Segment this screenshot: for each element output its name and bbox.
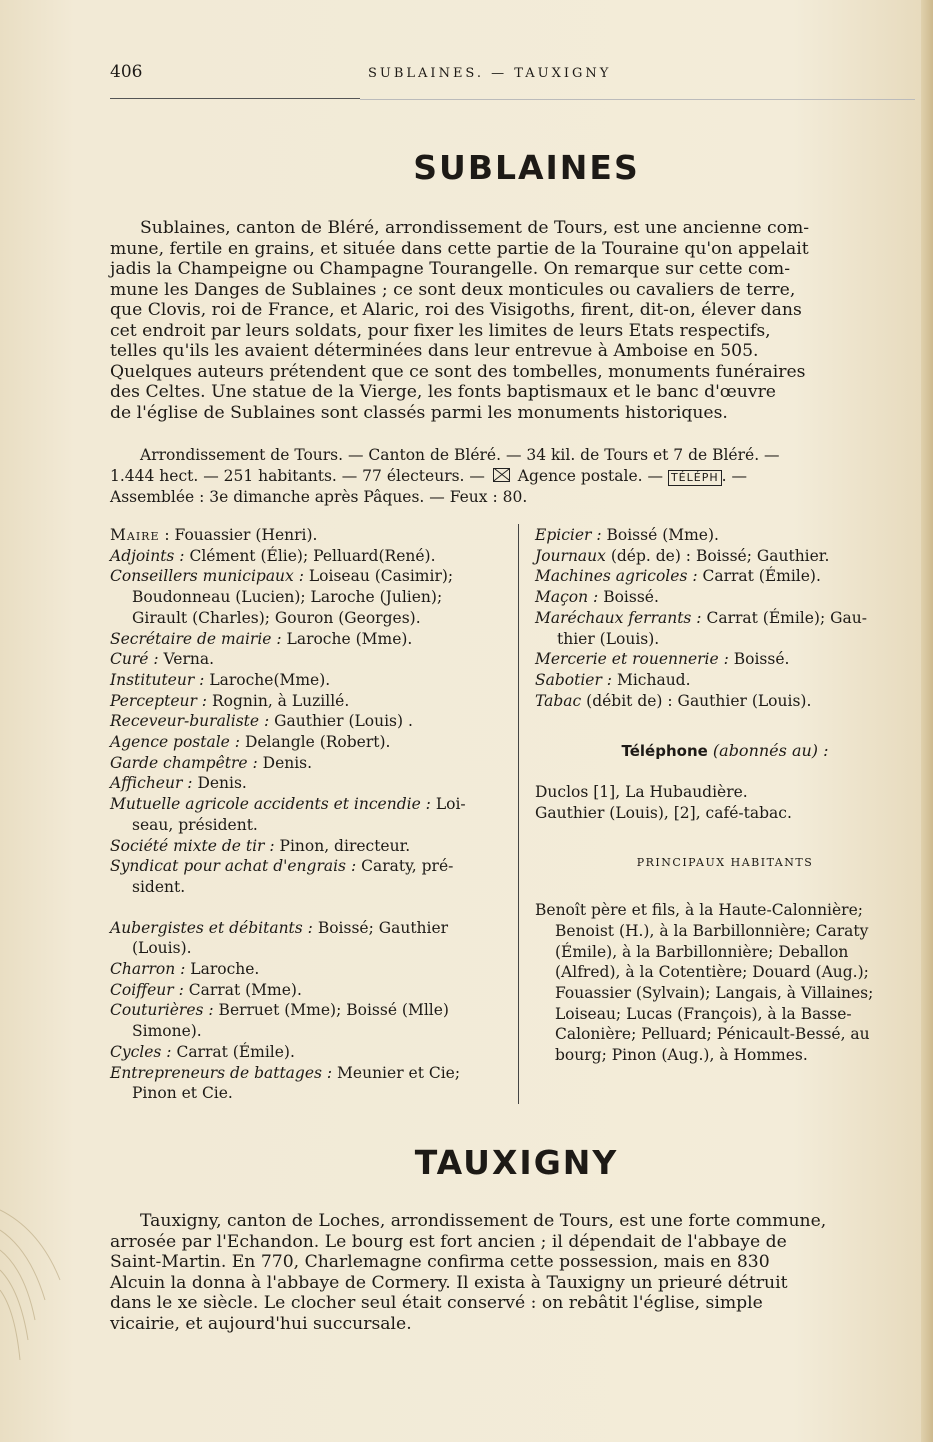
entry-label: Tabac — [535, 691, 582, 710]
entry-label: Charron : — [110, 960, 186, 979]
directory-entry — [110, 546, 505, 567]
running-head: SUBLAINES. — TAUXIGNY — [368, 66, 612, 81]
entry-label: Syndicat pour achat d'engrais : — [110, 857, 357, 876]
page-header — [110, 62, 915, 86]
entry-text: (dép. de) : Boissé; Gauthier. — [605, 546, 830, 565]
info-text: . — — [721, 467, 747, 485]
directory-entry — [110, 980, 505, 1001]
header-rule-faint — [360, 99, 915, 100]
entry-label: Cycles : — [110, 1042, 172, 1061]
directory-entry — [535, 525, 915, 546]
entry-label: Adjoints : — [110, 546, 185, 565]
para-line: arrosée par l'Echandon. Le bourg est fort ancien ; il dépendait de l'abbaye de — [110, 1231, 787, 1252]
telephone-heading — [535, 741, 915, 762]
entry-text: : Fouassier (Henri). — [159, 526, 318, 544]
entry-continuation: Girault (Charles); Gouron (Georges). — [132, 608, 421, 627]
entry-text: Meunier et Cie; — [332, 1063, 461, 1082]
entry-text: Carrat (Émile); Gau- — [701, 608, 867, 627]
directory-entry — [110, 753, 505, 774]
entry-text: Gauthier (Louis) . — [269, 712, 413, 731]
entry-label: Garde champêtre : — [110, 753, 258, 772]
para-line: mune les Danges de Sublaines ; ce sont deux monticules ou cavaliers de terre, — [110, 279, 796, 300]
habitants-line: (Émile), à la Barbillonnière; Deballon — [555, 942, 849, 961]
habitants-line: Loiseau; Lucas (François), à la Basse- — [555, 1004, 852, 1023]
directory-entry — [110, 566, 505, 628]
para-line: que Clovis, roi de France, et Alaric, roi des Visigoths, firent, dit-on, élever dans — [110, 300, 802, 320]
directory-entry — [110, 691, 505, 712]
para-line: cet endroit par leurs soldats, pour fixer les limites de leurs Etats respectifs, — [110, 320, 771, 341]
entry-continuation: sident. — [132, 877, 186, 896]
directory-entry — [110, 732, 505, 753]
para-line: Quelques auteurs prétendent que ce sont des tombelles, monuments funéraires — [110, 361, 806, 382]
entry-text: Laroche (Mme). — [281, 629, 413, 648]
entry-label: Maréchaux ferrants : — [535, 608, 702, 627]
telephone-entry: Duclos [1], La Hubaudière. — [535, 783, 748, 802]
entry-label: Percepteur : — [110, 691, 208, 710]
directory-entry — [535, 670, 915, 691]
directory-entry — [110, 1042, 505, 1063]
entry-continuation: (Louis). — [132, 939, 192, 958]
directory-entry — [535, 608, 915, 649]
para-line: vicairie, et aujourd'hui succursale. — [110, 1313, 412, 1334]
trades-list — [110, 918, 505, 1104]
entry-label: Coiffeur : — [110, 980, 184, 999]
directory-entry — [535, 587, 915, 608]
trades-list-continued — [535, 525, 915, 711]
directory-entry — [110, 525, 505, 546]
entry-label: Entrepreneurs de battages : — [110, 1063, 333, 1082]
para-line: des Celtes. Une statue de la Vierge, les fonts baptismaux et le banc d'œuvre — [110, 382, 776, 402]
info-text: Agence postale. — — [517, 467, 664, 485]
habitants-line: Fouassier (Sylvain); Langais, à Villaines; — [555, 983, 874, 1002]
officials-list — [110, 525, 505, 898]
entry-text: Boissé (Mme). — [601, 526, 719, 544]
entry-text: Pinon, directeur. — [274, 836, 411, 855]
directory-entry — [110, 629, 505, 650]
entry-label: Mutuelle agricole accidents et incendie : — [110, 795, 431, 814]
habitants-line: Benoist (H.), à la Barbillonnière; Caraty — [555, 921, 869, 940]
info-line: Arrondissement de Tours. — Canton de Bléré. — 34 kil. de Tours et 7 de Bléré. — — [140, 446, 780, 464]
telephone-box: TÉLÉPH — [668, 470, 722, 486]
para-line: mune, fertile en grains, et située dans cette partie de la Touraine qu'on appelait — [110, 238, 809, 259]
entry-text: Laroche. — [185, 960, 260, 979]
header-rule — [110, 98, 360, 99]
envelope-icon — [493, 468, 510, 482]
entry-text: Loiseau (Casimir); — [303, 567, 454, 586]
entry-text: Berruet (Mme); Boissé (Mlle) — [213, 1001, 449, 1020]
para-line: jadis la Champeigne ou Champagne Tourangelle. On remarque sur cette com- — [110, 259, 791, 279]
habitants-list — [535, 900, 915, 1066]
para-line: de l'église de Sublaines sont classés parmi les monuments historiques. — [110, 402, 728, 423]
para-line: Alcuin la donna à l'abbaye de Cormery. Il exista à Tauxigny un prieuré détruit — [110, 1272, 788, 1293]
info-line: Assemblée : 3e dimanche après Pâques. — Feux : 80. — [110, 488, 528, 506]
habitants-line: (Alfred), à la Cotentière; Douard (Aug.); — [555, 963, 869, 982]
telephone-heading-italic: (abonnés au) : — [712, 741, 829, 761]
directory-entry — [535, 546, 915, 567]
entry-label: Maçon : — [535, 588, 599, 607]
column-divider — [518, 524, 519, 1104]
entry-label: Agence postale : — [110, 733, 241, 752]
habitants-heading: PRINCIPAUX HABITANTS — [636, 856, 814, 870]
entry-continuation: seau, président. — [132, 815, 258, 834]
info-text: 1.444 hect. — 251 habitants. — 77 électeurs. — — [110, 467, 485, 485]
page-number: 406 — [110, 62, 143, 82]
entry-text: Denis. — [257, 753, 313, 772]
entry-label: Afficheur : — [110, 774, 193, 793]
directory-entry — [110, 1063, 505, 1104]
entry-text: Boissé. — [728, 650, 790, 669]
entry-continuation: thier (Louis). — [557, 629, 660, 648]
tauxigny-description — [110, 1211, 916, 1334]
para-line: telles qu'ils les avaient déterminées dans leur entrevue à Amboise en 505. — [110, 341, 759, 361]
para-line: dans le xe siècle. Le clocher seul était conservé : on rebâtit l'église, simple — [110, 1293, 763, 1313]
spacer — [110, 898, 505, 918]
para-line: Saint-Martin. En 770, Charlemagne confirma cette possession, mais en 830 — [110, 1252, 770, 1272]
directory-entry — [110, 649, 505, 670]
directory-entry — [535, 566, 915, 587]
directory-entry — [110, 711, 505, 732]
entry-label: Couturières : — [110, 1001, 214, 1020]
entry-text: Verna. — [158, 650, 215, 669]
entry-text: Carrat (Mme). — [183, 980, 302, 999]
entry-label: Epicier : — [535, 526, 602, 544]
entry-label: Instituteur : — [110, 670, 205, 689]
para-line: Sublaines, canton de Bléré, arrondissement de Tours, est une ancienne com- — [140, 218, 810, 238]
para-line: Tauxigny, canton de Loches, arrondissement de Tours, est une forte commune, — [140, 1211, 827, 1231]
entry-text: Delangle (Robert). — [240, 733, 391, 752]
commune-info — [110, 445, 916, 508]
habitants-line: Calonière; Pelluard; Pénicault-Bessé, au — [555, 1025, 870, 1044]
entry-text: (débit de) : Gauthier (Louis). — [581, 691, 812, 710]
entry-label: Conseillers municipaux : — [110, 567, 304, 586]
section-title-tauxigny: TAUXIGNY — [414, 1143, 619, 1182]
entry-label: Curé : — [110, 650, 159, 669]
entry-label: Mercerie et rouennerie : — [535, 650, 729, 669]
entry-text: Denis. — [192, 774, 247, 793]
entry-text: Carrat (Émile). — [697, 567, 821, 586]
left-column — [110, 525, 505, 1104]
entry-text: Caraty, pré- — [356, 857, 454, 876]
directory-entry — [110, 1000, 505, 1041]
directory-entry — [110, 836, 505, 857]
entry-label: Maire — [110, 526, 160, 544]
directory-entry — [110, 773, 505, 794]
entry-label: Sabotier : — [535, 670, 613, 689]
telephone-heading-text: Téléphone — [621, 742, 708, 761]
directory-entry — [535, 691, 915, 712]
entry-label: Aubergistes et débitants : — [110, 918, 313, 937]
directory-entry — [110, 959, 505, 980]
habitants-line: Benoît père et fils, à la Haute-Calonnière; — [535, 901, 863, 920]
entry-text: Rognin, à Luzillé. — [207, 691, 350, 710]
page-edge — [921, 0, 933, 1442]
directory-entry — [110, 670, 505, 691]
directory-entry — [535, 649, 915, 670]
entry-label: Machines agricoles : — [535, 567, 698, 586]
info-line — [110, 466, 916, 487]
page-wear-decoration — [0, 1190, 80, 1390]
entry-continuation: Simone). — [132, 1022, 202, 1041]
directory-entry — [110, 856, 505, 897]
entry-text: Carrat (Émile). — [171, 1042, 295, 1061]
directory-entry — [110, 794, 505, 835]
habitants-line: bourg; Pinon (Aug.), à Hommes. — [555, 1046, 808, 1065]
directory-entry — [110, 918, 505, 959]
entry-label: Société mixte de tir : — [110, 836, 275, 855]
entry-text: Michaud. — [612, 670, 691, 689]
entry-continuation: Pinon et Cie. — [132, 1084, 233, 1103]
section-title-sublaines: SUBLAINES — [413, 148, 640, 187]
entry-text: Boissé. — [598, 588, 659, 607]
telephone-entry: Gauthier (Louis), [2], café-tabac. — [535, 803, 792, 822]
telephone-list — [535, 782, 915, 823]
entry-continuation: Boudonneau (Lucien); Laroche (Julien); — [132, 588, 443, 607]
entry-label: Receveur-buraliste : — [110, 712, 270, 731]
right-column — [535, 525, 915, 1066]
entry-label: Secrétaire de mairie : — [110, 629, 282, 648]
entry-text: Loi- — [430, 795, 466, 814]
entry-text: Clément (Élie); Pelluard(René). — [184, 546, 436, 565]
sublaines-description — [110, 218, 916, 423]
entry-label: Journaux — [535, 546, 606, 565]
entry-text: Laroche(Mme). — [204, 670, 331, 689]
entry-text: Boissé; Gauthier — [312, 918, 449, 937]
